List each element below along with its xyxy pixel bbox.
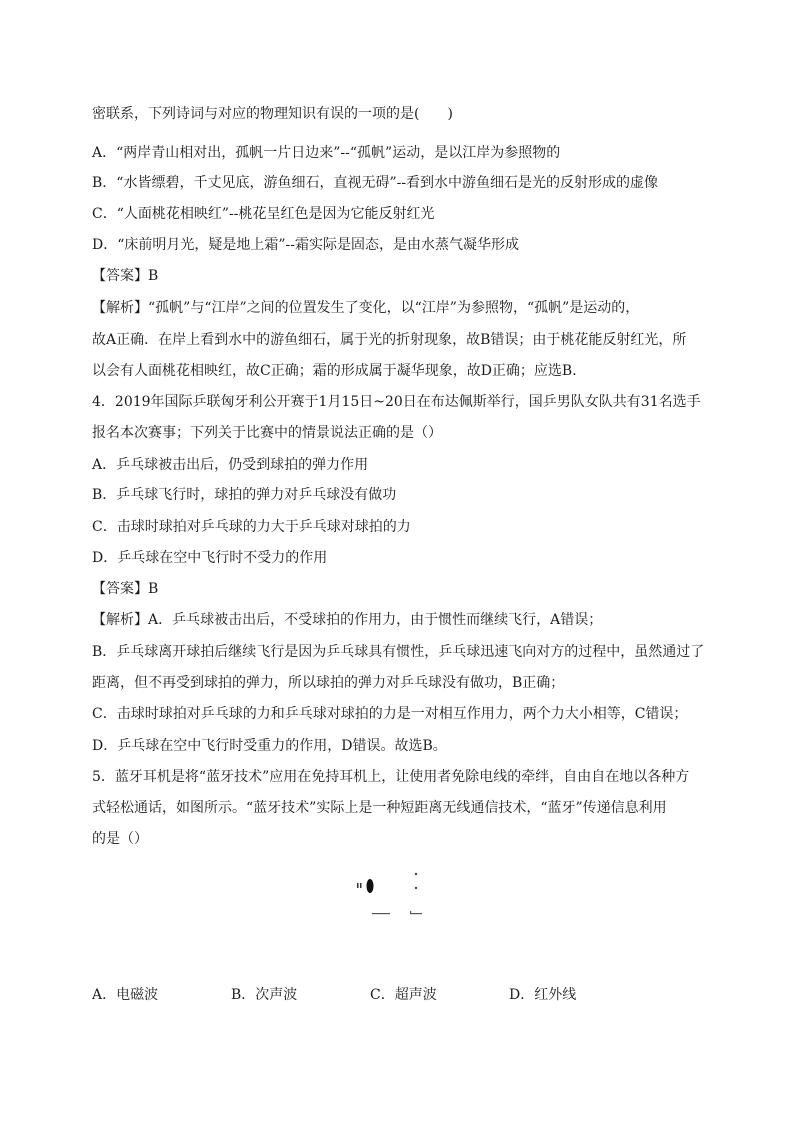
question-5-option-c: C．超声波: [370, 987, 437, 1003]
question-4-answer: 【答案】B: [92, 581, 159, 597]
question-4-analysis-line-1: 【解析】A．乒乓球被击出后，不受球拍的作用力，由于惯性而继续飞行，A错误；: [92, 612, 603, 628]
question-3-analysis-line-1: 【解析】“孤帆”与“江岸”之间的位置发生了变化，以“江岸”为参照物，“孤帆”是运动的，: [92, 300, 640, 316]
bluetooth-earphone-icon: [350, 872, 430, 922]
question-3-stem-tail: 密联系，下列诗词与对应的物理知识有误的一项的是( ): [92, 106, 453, 122]
question-5-option-b: B．次声波: [231, 987, 298, 1003]
question-4-analysis-line-2: B．乒乓球离开球拍后继续飞行是因为乒乓球具有惯性，乒乓球迅速飞向对方的过程中，虽然通过了: [92, 644, 705, 660]
question-4-option-b: B．乒乓球飞行时，球拍的弹力对乒乓球没有做功: [92, 487, 397, 503]
question-3-answer: 【答案】B: [92, 268, 159, 284]
question-4-analysis-line-3: 距离，但不再受到球拍的弹力，所以球拍的弹力对乒乓球没有做功，B正确；: [92, 675, 565, 691]
question-4-analysis-line-4: C．击球时球拍对乒乓球的力和乒乓球对球拍的力是一对相互作用力，两个力大小相等，C错误；: [92, 706, 688, 722]
question-3-option-b: B．“水皆缥碧，千丈见底，游鱼细石，直视无碍”--看到水中游鱼细石是光的反射形成的虚像: [92, 175, 659, 191]
question-5-stem-line-3: 的是（）: [92, 831, 148, 847]
question-5-stem-line-1: 5．蓝牙耳机是将“蓝牙技术”应用在免持耳机上，让使用者免除电线的牵绊，自由自在地以各种方: [92, 769, 690, 785]
question-5-option-d: D．红外线: [509, 987, 577, 1003]
question-3-analysis-line-2: 故A正确．在岸上看到水中的游鱼细石，属于光的折射现象，故B错误；由于桃花能反射红光，所: [92, 332, 687, 348]
question-4-option-c: C．击球时球拍对乒乓球的力大于乒乓球对球拍的力: [92, 519, 411, 535]
question-3-option-d: D．“床前明月光，疑是地上霜”--霜实际是固态，是由水蒸气凝华形成: [92, 237, 519, 253]
question-4-option-d: D．乒乓球在空中飞行时不受力的作用: [92, 550, 328, 566]
question-5-option-a: A．电磁波: [92, 987, 159, 1003]
question-4-stem-line-2: 报名本次赛事；下列关于比赛中的情景说法正确的是（）: [92, 425, 442, 441]
question-4-analysis-line-5: D．乒乓球在空中飞行时受重力的作用，D错误。故选B。: [92, 738, 447, 754]
question-3-option-a: A．“两岸青山相对出，孤帆一片日边来”--“孤帆”运动，是以江岸为参照物的: [92, 145, 561, 161]
question-3-analysis-line-3: 以会有人面桃花相映红，故C正确；霜的形成属于凝华现象，故D正确；应选B．: [92, 363, 587, 379]
question-3-option-c: C．“人面桃花相映红”--桃花呈红色是因为它能反射红光: [92, 206, 435, 222]
question-4-option-a: A．乒乓球被击出后，仍受到球拍的弹力作用: [92, 457, 369, 473]
question-5-stem-line-2: 式轻松通话，如图所示。“蓝牙技术”实际上是一种短距离无线通信技术，“蓝牙”传递信息利用: [92, 800, 667, 816]
question-4-stem-line-1: 4．2019年国际乒联匈牙利公开赛于1月15日~20日在布达佩斯举行，国乒男队女队共有31名选手: [92, 394, 701, 410]
